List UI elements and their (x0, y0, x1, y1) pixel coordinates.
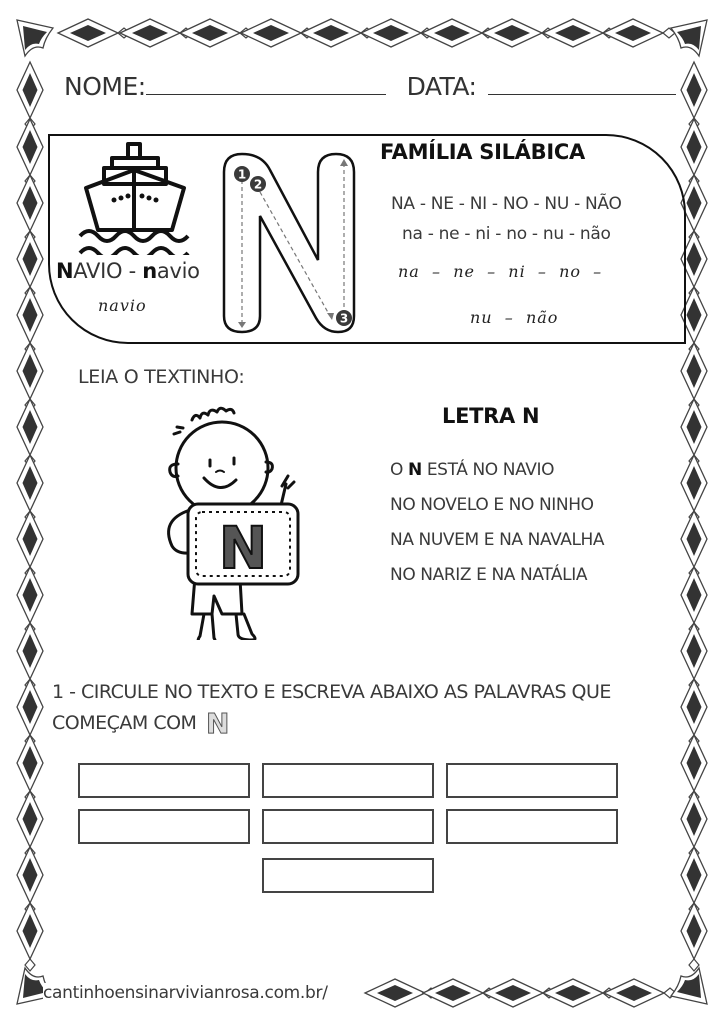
answer-box-7[interactable] (262, 858, 434, 893)
answer-box-5[interactable] (262, 809, 434, 844)
syllables-lowercase: na - ne - ni - no - nu - não (402, 224, 611, 244)
date-field-line[interactable] (488, 72, 676, 95)
syllables-cursive-line-1: na – ne – ni – no – (398, 262, 603, 281)
ship-icon (76, 140, 194, 255)
poem-line: NO NARIZ E NA NATÁLIA (390, 565, 588, 585)
syllables-uppercase: NA - NE - NI - NO - NU - NÃO (391, 194, 622, 214)
boy-holding-letter-illustration (150, 400, 310, 640)
svg-text:1: 1 (237, 167, 247, 182)
poem-title: LETRA N (442, 404, 540, 428)
date-label: DATA: (406, 72, 477, 101)
poem-line: NO NOVELO E NO NINHO (390, 495, 594, 515)
word-navio-cursive: navio (98, 296, 147, 315)
sign-letter-n: N (218, 514, 268, 582)
svg-text:2: 2 (253, 177, 263, 192)
answer-box-4[interactable] (78, 809, 250, 844)
poem-line: NA NUVEM E NA NAVALHA (390, 530, 605, 550)
word-navio: NAVIO - navio (56, 259, 200, 283)
reading-instruction: LEIA O TEXTINHO: (78, 366, 245, 388)
name-label: NOME: (64, 72, 146, 101)
answer-box-3[interactable] (446, 763, 618, 798)
exercise-instruction (52, 677, 611, 739)
answer-box-6[interactable] (446, 809, 618, 844)
poem-line: O N ESTÁ NO NAVIO (390, 460, 555, 480)
answer-box-2[interactable] (262, 763, 434, 798)
name-field-line[interactable] (146, 72, 386, 95)
poem (390, 460, 604, 600)
letter-n-3d-icon: N (205, 707, 229, 740)
footer-website: cantinhoensinarvivianrosa.com.br/ (43, 983, 332, 1003)
syllables-cursive-line-2: nu – não (470, 308, 559, 327)
exercise-line-1: 1 - CIRCULE NO TEXTO E ESCREVA ABAIXO AS PALAVRAS QUE (52, 681, 611, 703)
exercise-line-2: COMEÇAM COM N (52, 707, 229, 740)
header-fields (64, 72, 676, 101)
answer-box-1[interactable] (78, 763, 250, 798)
svg-text:3: 3 (339, 311, 349, 326)
syllable-family-title: FAMÍLIA SILÁBICA (380, 140, 585, 164)
tracing-letter-n (218, 150, 358, 336)
